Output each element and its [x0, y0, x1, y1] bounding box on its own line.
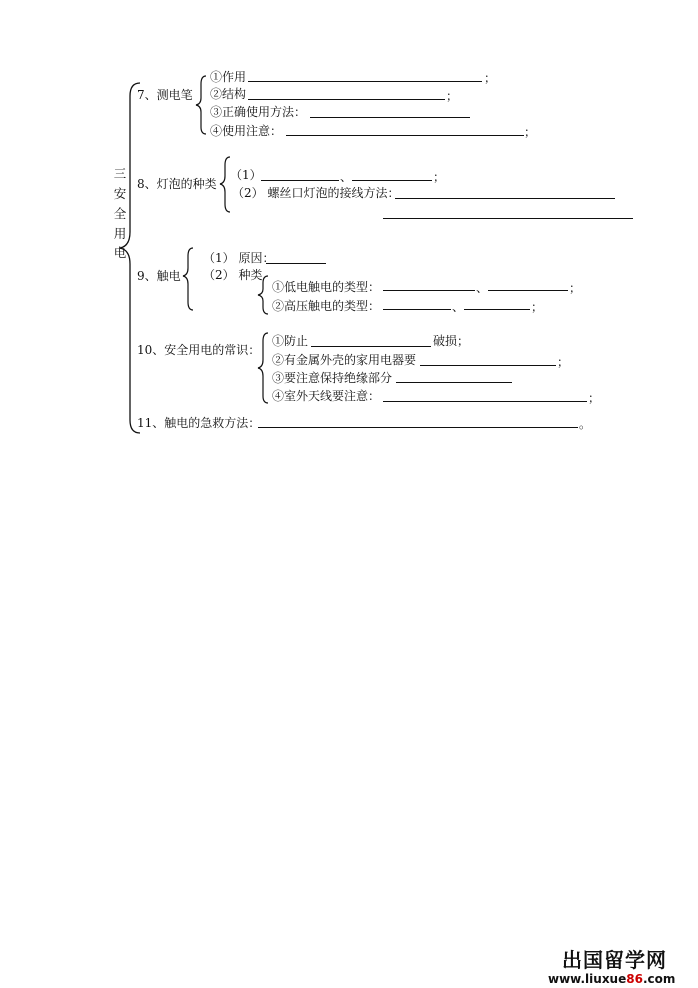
item10-row1-tail: 破损；	[433, 334, 470, 348]
watermark-url-part: .com	[642, 972, 676, 986]
item7-row3-blank[interactable]	[310, 117, 470, 118]
item10-row4-blank[interactable]	[383, 401, 587, 402]
item11-end: 。	[579, 417, 592, 431]
item8-row1-blank-b[interactable]	[352, 180, 432, 181]
item8-row2-blank-b[interactable]	[383, 218, 633, 219]
item10-row1-label: ①防止	[272, 334, 309, 348]
item7-row1-end: ；	[484, 71, 497, 85]
item9-sub2-blank-b[interactable]	[464, 309, 530, 310]
section-title-char: 全	[113, 206, 127, 221]
item10-row3-blank[interactable]	[396, 382, 512, 383]
section-title-char: 电	[113, 245, 127, 260]
item10-row2-label: ②有金属外壳的家用电器要	[272, 353, 417, 367]
item9-sub2-label: ②高压触电的类型：	[272, 299, 381, 313]
item10-row2-end: ；	[557, 355, 570, 369]
item7-label: 7、测电笔	[137, 88, 193, 102]
item8-row1-prefix: （1）	[230, 168, 262, 182]
watermark-url-part: www.liuxue	[548, 972, 627, 986]
item9-row1-label: （1） 原因：	[203, 251, 275, 265]
item7-row4-end: ；	[524, 125, 537, 139]
item9-sub1-blank-a[interactable]	[383, 290, 475, 291]
item10-row1-blank[interactable]	[311, 346, 431, 347]
item11-blank[interactable]	[258, 427, 578, 428]
section-title-char: 用	[113, 226, 127, 241]
item9-sub1-blank-b[interactable]	[488, 290, 568, 291]
item9-label: 9、触电	[137, 269, 181, 283]
item8-row2-blank-a[interactable]	[395, 198, 615, 199]
item9-sub2-blank-a[interactable]	[383, 309, 451, 310]
item9-row1-blank[interactable]	[266, 263, 326, 264]
watermark-url	[548, 972, 675, 986]
item9-sub1-label: ①低电触电的类型：	[272, 280, 381, 294]
item10-label: 10、安全用电的常识：	[137, 343, 261, 357]
item9-sub1-sep: 、	[476, 281, 489, 295]
item7-row1-label: ①作用	[210, 70, 247, 84]
item8-row1-end: ；	[433, 170, 446, 184]
item9-sub2-sep: 、	[452, 300, 465, 314]
item8-row2-label: （2） 螺丝口灯泡的接线方法：	[232, 186, 400, 200]
item10-row3-label: ③要注意保持绝缘部分	[272, 371, 393, 385]
item9-sub2-end: ；	[531, 300, 544, 314]
item9-sub1-end: ；	[569, 281, 582, 295]
item10-row4-end: ；	[588, 391, 601, 405]
section-title-char: 三	[113, 166, 127, 181]
item8-row1-sep: 、	[340, 170, 353, 184]
item10-row2-blank[interactable]	[420, 365, 556, 366]
item7-row1-blank[interactable]	[248, 81, 482, 82]
item7-row2-end: ；	[446, 89, 459, 103]
item8-row1-blank-a[interactable]	[261, 180, 339, 181]
item7-row2-blank[interactable]	[248, 99, 445, 100]
watermark-title: 出国留学网	[562, 948, 667, 972]
item7-row3-label: ③正确使用方法：	[210, 105, 307, 119]
item10-row4-label: ④室外天线要注意：	[272, 389, 381, 403]
section-title-char: 安	[113, 186, 127, 201]
watermark-url-number: 86	[626, 972, 643, 986]
item9-row2-label: （2） 种类	[203, 268, 263, 282]
item11-label: 11、触电的急救方法：	[137, 416, 261, 430]
item7-row4-blank[interactable]	[286, 135, 524, 136]
item8-label: 8、灯泡的种类	[137, 177, 217, 191]
item7-row2-label: ②结构	[210, 87, 247, 101]
item7-row4-label: ④使用注意：	[210, 124, 283, 138]
